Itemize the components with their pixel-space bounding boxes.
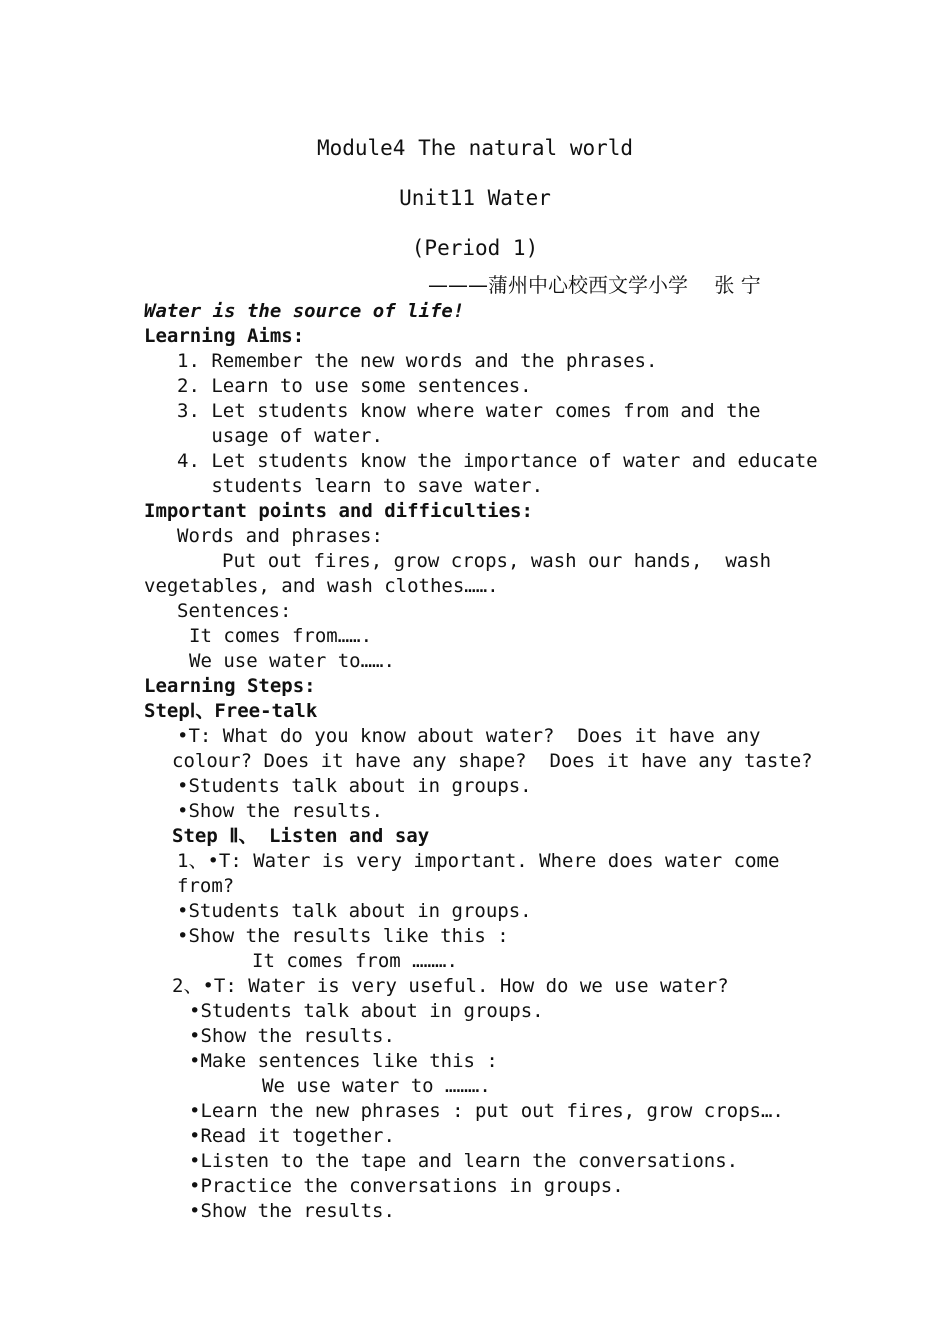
step2-line: •Make sentences like this : <box>189 1050 498 1072</box>
period-label: (Period 1) <box>411 236 539 260</box>
step2-line: 1、•T: Water is very important. Where does water come <box>177 850 780 872</box>
step1-line: colour? Does it have any shape? Does it have any taste? <box>172 750 813 772</box>
words-label: Words and phrases: <box>177 525 383 547</box>
step2-line: •Learn the new phrases : put out fires, grow crops…. <box>189 1100 784 1122</box>
step2-line: •Students talk about in groups. <box>189 1000 544 1022</box>
unit-title: Unit11 Water <box>399 186 551 210</box>
aim-item: 4. Let students know the importance of water and educate <box>177 450 818 472</box>
step2-line: •Read it together. <box>189 1125 395 1147</box>
learning-aims-heading: Learning Aims: <box>144 325 305 347</box>
important-points-heading: Important points and difficulties: <box>144 500 533 522</box>
motto: Water is the source of life! <box>144 300 465 322</box>
step2-line: •Show the results. <box>189 1200 395 1222</box>
step2-heading: Step Ⅱ、 Listen and say <box>172 825 430 847</box>
aim-item-continued: students learn to save water. <box>177 475 544 497</box>
sentence-pattern: We use water to……. <box>189 650 395 672</box>
author-line: ———蒲州中心校西文学小学 张 宁 <box>428 273 761 297</box>
step1-heading: StepⅠ、Free-talk <box>144 700 318 722</box>
document-title: Module4 The natural world <box>316 136 634 160</box>
aim-item-continued: usage of water. <box>177 425 383 447</box>
step2-line: •Listen to the tape and learn the conversations. <box>189 1150 739 1172</box>
step2-example: It comes from ………. <box>252 950 458 972</box>
aim-item: 3. Let students know where water comes from and the <box>177 400 761 422</box>
words-line: Put out fires, grow crops, wash our hands, wash <box>222 550 772 572</box>
step2-line: •Students talk about in groups. <box>177 900 532 922</box>
step2-line: 2、•T: Water is very useful. How do we use water? <box>172 975 729 997</box>
sentence-pattern: It comes from……. <box>189 625 373 647</box>
step1-line: •Show the results. <box>177 800 383 822</box>
step1-line: •Students talk about in groups. <box>177 775 532 797</box>
step2-line: •Show the results like this : <box>177 925 509 947</box>
step2-line: •Practice the conversations in groups. <box>189 1175 624 1197</box>
aim-item: 2. Learn to use some sentences. <box>177 375 532 397</box>
words-line: vegetables, and wash clothes……. <box>144 575 499 597</box>
aim-item: 1. Remember the new words and the phrases. <box>177 350 658 372</box>
step2-example: We use water to ………. <box>262 1075 491 1097</box>
step1-line: •T: What do you know about water? Does it have any <box>177 725 761 747</box>
learning-steps-heading: Learning Steps: <box>144 675 316 697</box>
step2-line: •Show the results. <box>189 1025 395 1047</box>
sentences-label: Sentences: <box>177 600 292 622</box>
step2-line: from? <box>177 875 235 897</box>
